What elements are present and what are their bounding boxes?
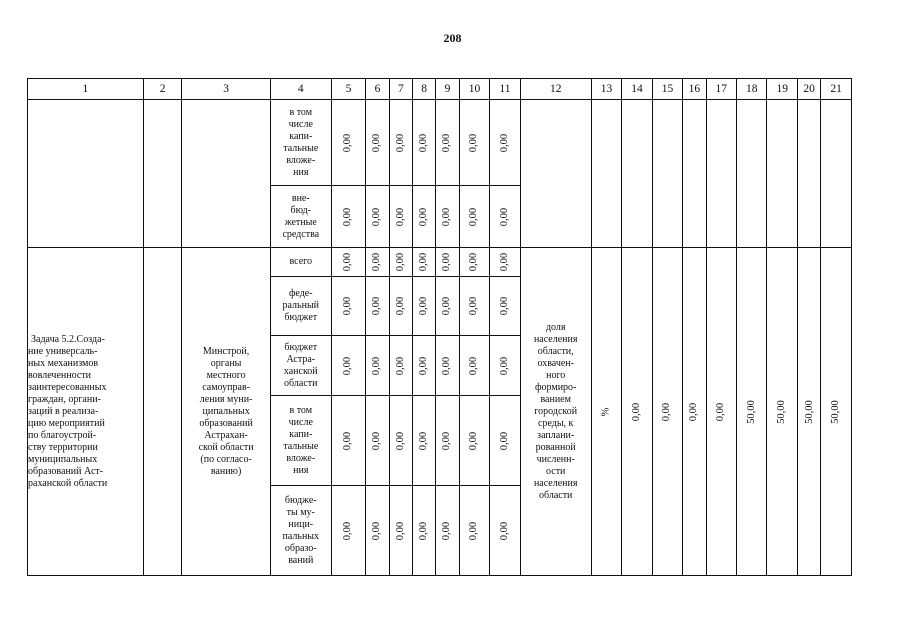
header-col-6-text: 6 bbox=[374, 83, 381, 95]
value-cell-text: 0,00 bbox=[342, 207, 354, 226]
header-col-13 bbox=[591, 79, 621, 100]
value-cell-text: 0,00 bbox=[418, 356, 430, 375]
header-col-15-text: 15 bbox=[661, 83, 674, 95]
period-cell-empty bbox=[143, 100, 182, 248]
value-cell-text: 0,00 bbox=[371, 431, 383, 450]
header-col-2-text: 2 bbox=[159, 83, 166, 95]
executor bbox=[182, 248, 270, 576]
header-col-10 bbox=[459, 79, 489, 100]
indicator-value-text: 50,00 bbox=[803, 399, 815, 424]
header-col-16 bbox=[683, 79, 706, 100]
value-cell bbox=[413, 248, 436, 277]
header-col-11 bbox=[490, 79, 520, 100]
value-cell bbox=[366, 100, 389, 186]
value-cell-text: 0,00 bbox=[371, 207, 383, 226]
value-cell-text: 0,00 bbox=[418, 207, 430, 226]
funding-source bbox=[270, 277, 331, 336]
indicator-value-text: 50,00 bbox=[830, 399, 842, 424]
indicator-value-text: 0,00 bbox=[688, 402, 700, 421]
task-5-2-block bbox=[28, 248, 852, 576]
value-cell bbox=[459, 277, 489, 336]
value-cell bbox=[331, 100, 366, 186]
value-cell bbox=[389, 396, 412, 486]
budget-table bbox=[27, 78, 852, 576]
value-cell bbox=[366, 186, 389, 248]
indicator-cell-empty bbox=[591, 100, 621, 248]
value-cell bbox=[459, 336, 489, 396]
funding-source-text: феде- ральный бюджет bbox=[282, 288, 320, 323]
value-cell bbox=[436, 277, 459, 336]
table-row bbox=[28, 248, 852, 277]
value-cell-text: 0,00 bbox=[394, 133, 406, 152]
header-col-3 bbox=[182, 79, 270, 100]
header-col-16-text: 16 bbox=[688, 83, 701, 95]
value-cell-text: 0,00 bbox=[418, 252, 430, 272]
indicator-cell-empty bbox=[706, 100, 736, 248]
header-col-4 bbox=[270, 79, 331, 100]
value-cell-text: 0,00 bbox=[418, 133, 430, 152]
header-col-12 bbox=[520, 79, 591, 100]
period-cell-empty bbox=[143, 248, 182, 576]
value-cell-text: 0,00 bbox=[441, 296, 453, 316]
value-cell bbox=[331, 277, 366, 336]
header-col-18-text: 18 bbox=[745, 83, 758, 95]
value-cell bbox=[436, 248, 459, 277]
value-cell-text: 0,00 bbox=[441, 252, 453, 272]
header-col-20 bbox=[797, 79, 820, 100]
header-col-12-text: 12 bbox=[549, 83, 562, 95]
indicator-value bbox=[737, 248, 767, 576]
value-cell bbox=[366, 336, 389, 396]
header-col-7 bbox=[389, 79, 412, 100]
funding-source bbox=[270, 336, 331, 396]
value-cell bbox=[459, 186, 489, 248]
value-cell bbox=[366, 277, 389, 336]
funding-source-text: бюдже- ты му- ници- пальных образо- ваний bbox=[282, 494, 320, 566]
value-cell-text: 0,00 bbox=[418, 431, 430, 450]
value-cell bbox=[389, 486, 412, 576]
value-cell bbox=[389, 277, 412, 336]
header-col-8 bbox=[413, 79, 436, 100]
value-cell bbox=[490, 396, 520, 486]
value-cell-text: 0,00 bbox=[498, 133, 510, 152]
header-col-18 bbox=[737, 79, 767, 100]
indicator-name-text: доля населения области, охвачен- ного формиро- ванием городской среды, к заплани- рованной численн- ости населения области bbox=[533, 321, 578, 501]
funding-source bbox=[270, 396, 331, 486]
executor-cell-empty bbox=[182, 100, 270, 248]
value-cell bbox=[366, 486, 389, 576]
header-col-7-text: 7 bbox=[397, 83, 404, 95]
header-col-17-text: 17 bbox=[715, 83, 728, 95]
indicator-cell-empty bbox=[767, 100, 797, 248]
funding-source-text: в том числе капи- тальные вложе- ния bbox=[283, 404, 319, 476]
header-col-6 bbox=[366, 79, 389, 100]
header-col-14-text: 14 bbox=[631, 83, 643, 95]
value-cell bbox=[389, 100, 412, 186]
executor-text: Минстрой, органы местного самоуправ- ления муни- ципальных образований Астрахан- ской области (по согласо- ванию) bbox=[198, 345, 254, 477]
value-cell-text: 0,00 bbox=[441, 207, 453, 226]
value-cell-text: 0,00 bbox=[468, 431, 480, 450]
value-cell-text: 0,00 bbox=[441, 133, 453, 152]
indicator-value-text: 50,00 bbox=[776, 399, 788, 424]
indicator-value-text: 0,00 bbox=[715, 402, 727, 421]
value-cell-text: 0,00 bbox=[468, 133, 480, 152]
header-col-21 bbox=[821, 79, 852, 100]
funding-source bbox=[270, 486, 331, 576]
value-cell bbox=[389, 336, 412, 396]
header-col-17 bbox=[706, 79, 736, 100]
value-cell bbox=[459, 486, 489, 576]
funding-source-text: всего bbox=[289, 256, 313, 267]
value-cell bbox=[413, 396, 436, 486]
value-cell bbox=[490, 186, 520, 248]
value-cell bbox=[366, 396, 389, 486]
value-cell-text: 0,00 bbox=[394, 431, 406, 450]
indicator-cell-empty bbox=[683, 100, 706, 248]
value-cell-text: 0,00 bbox=[468, 356, 480, 375]
indicator-cell-empty bbox=[520, 100, 591, 248]
header-col-4-text: 4 bbox=[297, 83, 304, 95]
task-description-text: Задача 5.2.Созда- ние универсаль- ных механизмов вовлеченности заинтересованных граждан, органи- заций в реализа- цию мероприятий по благоустрой- ству территории муниципальных образований Аст- раханской области bbox=[28, 333, 108, 489]
indicator-unit-text: % bbox=[600, 407, 612, 416]
value-cell bbox=[490, 336, 520, 396]
value-cell-text: 0,00 bbox=[394, 252, 406, 272]
value-cell-text: 0,00 bbox=[342, 296, 354, 316]
header-col-9-text: 9 bbox=[444, 83, 451, 95]
indicator-value bbox=[767, 248, 797, 576]
value-cell-text: 0,00 bbox=[468, 207, 480, 226]
value-cell bbox=[389, 248, 412, 277]
value-cell bbox=[389, 186, 412, 248]
header-col-8-text: 8 bbox=[421, 83, 428, 95]
value-cell bbox=[459, 396, 489, 486]
value-cell-text: 0,00 bbox=[342, 252, 354, 272]
value-cell-text: 0,00 bbox=[394, 356, 406, 375]
value-cell bbox=[436, 186, 459, 248]
indicator-name bbox=[520, 248, 591, 576]
value-cell-text: 0,00 bbox=[468, 296, 480, 316]
value-cell bbox=[331, 248, 366, 277]
value-cell-text: 0,00 bbox=[418, 521, 430, 540]
value-cell-text: 0,00 bbox=[394, 521, 406, 540]
value-cell-text: 0,00 bbox=[498, 296, 510, 316]
value-cell-text: 0,00 bbox=[441, 431, 453, 450]
value-cell bbox=[331, 336, 366, 396]
value-cell bbox=[413, 336, 436, 396]
indicator-value bbox=[652, 248, 682, 576]
header-col-15 bbox=[652, 79, 682, 100]
value-cell bbox=[459, 248, 489, 277]
task-cell-empty bbox=[28, 100, 144, 248]
header-col-19 bbox=[767, 79, 797, 100]
indicator-cell-empty bbox=[797, 100, 820, 248]
funding-source bbox=[270, 100, 331, 186]
value-cell-text: 0,00 bbox=[342, 431, 354, 450]
value-cell-text: 0,00 bbox=[498, 356, 510, 375]
funding-source bbox=[270, 186, 331, 248]
header-col-20-text: 20 bbox=[803, 83, 815, 95]
value-cell-text: 0,00 bbox=[342, 356, 354, 375]
header-col-10-text: 10 bbox=[468, 83, 481, 95]
indicator-cell-empty bbox=[737, 100, 767, 248]
value-cell-text: 0,00 bbox=[498, 207, 510, 226]
value-cell-text: 0,00 bbox=[342, 133, 354, 152]
value-cell bbox=[490, 248, 520, 277]
indicator-cell-empty bbox=[622, 100, 652, 248]
value-cell bbox=[436, 100, 459, 186]
header-col-13-text: 13 bbox=[600, 83, 613, 95]
header-col-5 bbox=[331, 79, 366, 100]
funding-source bbox=[270, 248, 331, 277]
value-cell bbox=[436, 486, 459, 576]
indicator-value-text: 50,00 bbox=[745, 399, 757, 424]
header-col-3-text: 3 bbox=[223, 83, 229, 95]
value-cell bbox=[413, 100, 436, 186]
continued-block bbox=[28, 100, 852, 248]
value-cell bbox=[331, 186, 366, 248]
value-cell bbox=[366, 248, 389, 277]
header-col-11-text: 11 bbox=[499, 83, 511, 95]
value-cell-text: 0,00 bbox=[441, 521, 453, 540]
value-cell bbox=[436, 336, 459, 396]
header-col-2 bbox=[143, 79, 182, 100]
value-cell bbox=[413, 277, 436, 336]
header-col-1 bbox=[28, 79, 144, 100]
indicator-value bbox=[683, 248, 706, 576]
indicator-value bbox=[706, 248, 736, 576]
indicator-unit bbox=[591, 248, 621, 576]
indicator-cell-empty bbox=[821, 100, 852, 248]
value-cell-text: 0,00 bbox=[342, 521, 354, 540]
indicator-value bbox=[821, 248, 852, 576]
value-cell-text: 0,00 bbox=[498, 521, 510, 540]
value-cell-text: 0,00 bbox=[498, 431, 510, 450]
value-cell-text: 0,00 bbox=[394, 207, 406, 226]
header-col-21-text: 21 bbox=[830, 83, 842, 95]
indicator-cell-empty bbox=[652, 100, 682, 248]
task-description bbox=[28, 248, 144, 576]
value-cell bbox=[436, 396, 459, 486]
value-cell bbox=[459, 100, 489, 186]
value-cell-text: 0,00 bbox=[371, 296, 383, 316]
value-cell-text: 0,00 bbox=[418, 296, 430, 316]
header-col-9 bbox=[436, 79, 459, 100]
value-cell-text: 0,00 bbox=[371, 252, 383, 272]
value-cell bbox=[413, 486, 436, 576]
header-col-19-text: 19 bbox=[776, 83, 788, 95]
value-cell-text: 0,00 bbox=[394, 296, 406, 316]
table-row bbox=[28, 100, 852, 186]
value-cell-text: 0,00 bbox=[468, 252, 480, 272]
indicator-value-text: 0,00 bbox=[661, 402, 673, 421]
indicator-value bbox=[622, 248, 652, 576]
value-cell bbox=[490, 100, 520, 186]
value-cell bbox=[490, 486, 520, 576]
header-col-1-text: 1 bbox=[82, 83, 89, 95]
header-col-14 bbox=[622, 79, 652, 100]
value-cell-text: 0,00 bbox=[371, 356, 383, 375]
value-cell-text: 0,00 bbox=[468, 521, 480, 540]
value-cell-text: 0,00 bbox=[371, 521, 383, 540]
header-col-5-text: 5 bbox=[345, 83, 352, 95]
value-cell bbox=[331, 396, 366, 486]
indicator-value bbox=[797, 248, 820, 576]
funding-source-text: бюджет Астра- ханской области bbox=[283, 341, 318, 389]
funding-source-text: вне- бюд- жетные средства bbox=[282, 192, 320, 240]
funding-source-text: в том числе капи- тальные вложе- ния bbox=[283, 106, 319, 178]
value-cell-text: 0,00 bbox=[441, 356, 453, 375]
value-cell-text: 0,00 bbox=[371, 133, 383, 152]
value-cell bbox=[490, 277, 520, 336]
indicator-value-text: 0,00 bbox=[630, 402, 642, 421]
page-number: 208 bbox=[443, 31, 462, 45]
header-row bbox=[28, 79, 852, 100]
value-cell bbox=[413, 186, 436, 248]
value-cell-text: 0,00 bbox=[498, 252, 510, 272]
value-cell bbox=[331, 486, 366, 576]
